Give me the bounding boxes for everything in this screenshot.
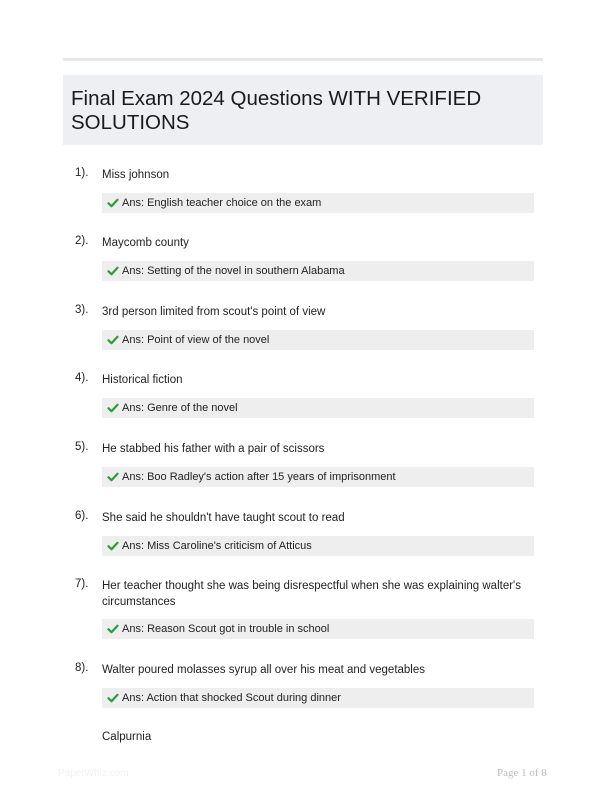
question-number: 4). bbox=[75, 372, 89, 384]
question-text: Historical fiction bbox=[102, 374, 183, 386]
question-text: He stabbed his father with a pair of scissors bbox=[102, 443, 325, 455]
answer-text: Ans: Action that shocked Scout during dinner bbox=[122, 692, 341, 704]
question-text: She said he shouldn't have taught scout to read bbox=[102, 512, 345, 524]
page-number: Page 1 of 8 bbox=[497, 767, 547, 779]
check-icon bbox=[107, 471, 119, 483]
question-number: 1). bbox=[75, 167, 89, 179]
question-number: 5). bbox=[75, 441, 89, 453]
check-icon bbox=[107, 402, 119, 414]
answer-box bbox=[102, 261, 534, 281]
next-question-text: Calpurnia bbox=[102, 731, 152, 743]
answer-box bbox=[102, 688, 534, 708]
question-number: 6). bbox=[75, 510, 89, 522]
question-number: 2). bbox=[75, 235, 89, 247]
question-text: Walter poured molasses syrup all over his meat and vegetables bbox=[102, 664, 426, 676]
title-banner bbox=[63, 75, 543, 145]
answer-box bbox=[102, 536, 534, 556]
answer-box bbox=[102, 193, 534, 213]
answer-box bbox=[102, 467, 534, 487]
question-number: 7). bbox=[75, 578, 89, 590]
answer-box bbox=[102, 398, 534, 418]
question-text: Her teacher thought she was being disrespectful when she was explaining walter's circumstances bbox=[102, 580, 521, 608]
answer-text: Ans: Reason Scout got in trouble in school bbox=[122, 623, 330, 635]
question-text: 3rd person limited from scout's point of view bbox=[102, 306, 326, 318]
check-icon bbox=[107, 197, 119, 209]
answer-text: Ans: Miss Caroline's criticism of Atticus bbox=[122, 540, 312, 552]
answer-text: Ans: Point of view of the novel bbox=[122, 334, 270, 346]
check-icon bbox=[107, 692, 119, 704]
answer-box bbox=[102, 330, 534, 350]
check-icon bbox=[107, 623, 119, 635]
watermark-text: PaperWhiz.com bbox=[58, 768, 129, 779]
answer-text: Ans: Setting of the novel in southern Alabama bbox=[122, 265, 345, 277]
check-icon bbox=[107, 334, 119, 346]
page-title: Final Exam 2024 Questions WITH VERIFIED SOLUTIONS bbox=[71, 87, 482, 134]
answer-text: Ans: Boo Radley's action after 15 years of imprisonment bbox=[122, 471, 396, 483]
answer-text: Ans: Genre of the novel bbox=[122, 402, 238, 414]
question-number: 8). bbox=[75, 662, 89, 674]
question-text: Miss johnson bbox=[102, 169, 170, 181]
question-number: 3). bbox=[75, 304, 89, 316]
answer-box bbox=[102, 619, 534, 639]
check-icon bbox=[107, 265, 119, 277]
question-text: Maycomb county bbox=[102, 237, 189, 249]
answer-text: Ans: English teacher choice on the exam bbox=[122, 197, 322, 209]
check-icon bbox=[107, 540, 119, 552]
top-divider bbox=[63, 58, 543, 61]
